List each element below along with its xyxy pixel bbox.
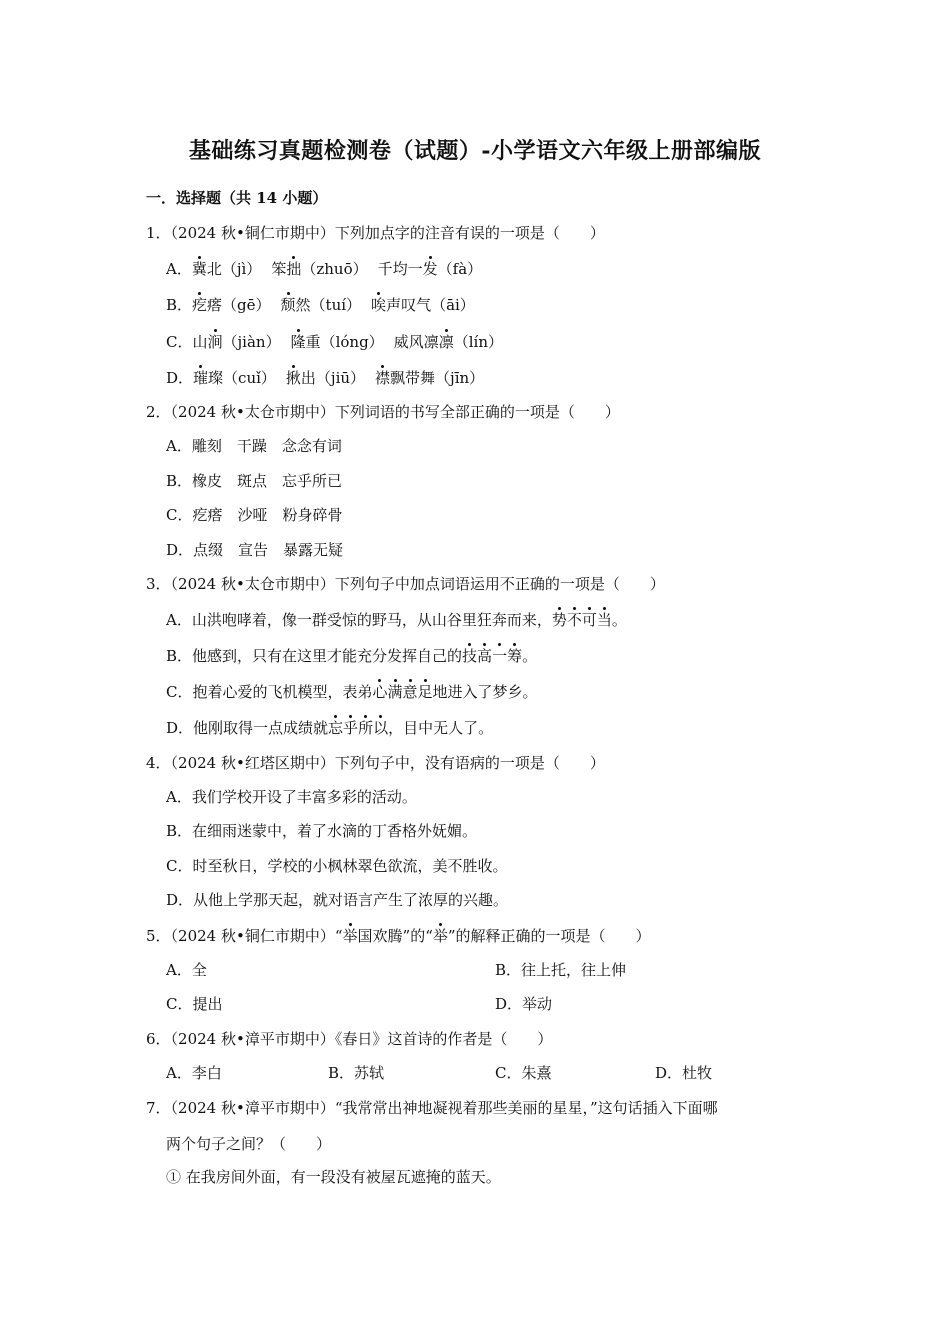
- question-4-option-a[interactable]: A．我们学校开设了丰富多彩的活动。: [166, 788, 417, 806]
- emphasis-char: 乎: [343, 719, 359, 737]
- emphasis-char: 势: [551, 611, 567, 629]
- question-1-option-d[interactable]: D．璀璨（cuǐ） 揪出（jiū） 襟飘带舞（jīn）: [166, 369, 485, 387]
- emphasis-char: 冀: [191, 260, 207, 278]
- emphasis-char: 以: [373, 719, 389, 737]
- question-4-option-d[interactable]: D．从他上学那天起，就对语言产生了浓厚的兴趣。: [166, 891, 509, 909]
- emphasis-phrase: [328, 719, 388, 737]
- emphasis-phrase: [372, 683, 432, 701]
- question-6-option-b[interactable]: B．苏轼: [328, 1064, 385, 1082]
- question-4-option-c[interactable]: C．时至秋日，学校的小枫林翠色欲流，美不胜收。: [166, 857, 508, 875]
- question-5-option-c[interactable]: C．提出: [166, 995, 223, 1013]
- emphasis-char: 唉: [371, 296, 387, 314]
- question-1-stem: 1．（2024 秋•铜仁市期中）下列加点字的注音有误的一项是（ ）: [146, 224, 605, 242]
- question-2-option-d[interactable]: D．点缀 宣告 暴露无疑: [166, 541, 344, 559]
- question-3-option-a[interactable]: A．山洪咆哮着，像一群受惊的野马，从山谷里狂奔而来，势不可当。: [166, 611, 627, 629]
- question-6-stem: 6．（2024 秋•漳平市期中）《春日》这首诗的作者是（ ）: [146, 1030, 553, 1048]
- emphasis-char: 当: [596, 611, 612, 629]
- question-1-option-a[interactable]: A．冀北（jì） 笨拙（zhuō） 千均一发（fà）: [166, 260, 483, 278]
- question-6-option-a[interactable]: A．李白: [166, 1064, 222, 1082]
- question-1-option-c[interactable]: C．山涧（jiàn） 隆重（lóng） 威风凛凛（lín）: [166, 333, 503, 351]
- question-6-option-c[interactable]: C．朱熹: [495, 1064, 552, 1082]
- emphasis-char: 举: [432, 927, 448, 945]
- emphasis-char: 心: [372, 683, 388, 701]
- question-5-option-b[interactable]: B．往上托，往上伸: [495, 961, 627, 979]
- question-5-option-a[interactable]: A．全: [166, 961, 207, 979]
- emphasis-char: 疙: [192, 296, 208, 314]
- question-4-stem: 4．（2024 秋•红塔区期中）下列句子中，没有语病的一项是（ ）: [146, 754, 605, 772]
- question-7-stem: 7．（2024 秋•漳平市期中）“我常常出神地凝视着那些美丽的星星，”这句话插入下面哪: [146, 1099, 718, 1117]
- emphasis-char: 可: [581, 611, 597, 629]
- section-heading: 一．选择题（共 14 小题）: [146, 189, 328, 207]
- emphasis-char: 忘: [328, 719, 344, 737]
- question-2-stem: 2．（2024 秋•太仓市期中）下列词语的书写全部正确的一项是（ ）: [146, 403, 620, 421]
- emphasis-char: 璀: [193, 369, 209, 387]
- emphasis-char: 涧: [207, 333, 223, 351]
- question-1-option-b[interactable]: B．疙瘩（gē） 颓然（tuí） 唉声叹气（āi）: [166, 296, 475, 314]
- question-3-option-d[interactable]: D．他刚取得一点成绩就忘乎所以，目中无人了。: [166, 719, 494, 737]
- question-7-stem-continued: 两个句子之间？（ ）: [166, 1135, 332, 1153]
- emphasis-char: 拙: [286, 260, 302, 278]
- question-3-option-c[interactable]: C．抱着心爱的飞机模型，表弟心满意足地进入了梦乡。: [166, 683, 538, 701]
- page-title: 基础练习真题检测卷（试题）-小学语文六年级上册部编版: [188, 138, 762, 164]
- emphasis-char: 隆: [290, 333, 306, 351]
- emphasis-char: 所: [358, 719, 374, 737]
- emphasis-char: 一: [492, 647, 508, 665]
- emphasis-char: 襟: [375, 369, 391, 387]
- emphasis-char: 颓: [280, 296, 296, 314]
- emphasis-char: 发: [422, 260, 438, 278]
- emphasis-char: 不: [566, 611, 582, 629]
- question-3-option-b[interactable]: B．他感到，只有在这里才能充分发挥自己的技高一筹。: [166, 647, 538, 665]
- emphasis-char: 筹: [507, 647, 523, 665]
- question-6-option-d[interactable]: D．杜牧: [655, 1064, 713, 1082]
- emphasis-char: 足: [417, 683, 433, 701]
- question-7-item-1: ① 在我房间外面，有一段没有被屋瓦遮掩的蓝天。: [166, 1168, 501, 1186]
- question-2-option-c[interactable]: C．疙瘩 沙哑 粉身碎骨: [166, 506, 343, 524]
- question-5-option-d[interactable]: D．举动: [495, 995, 553, 1013]
- question-4-option-b[interactable]: B．在细雨迷蒙中，着了水滴的丁香格外妩媚。: [166, 822, 478, 840]
- emphasis-phrase: [552, 611, 612, 629]
- emphasis-char: 凛: [438, 333, 454, 351]
- question-2-option-b[interactable]: B．橡皮 斑点 忘乎所已: [166, 472, 343, 490]
- emphasis-char: 意: [402, 683, 418, 701]
- emphasis-phrase: [462, 647, 522, 665]
- question-3-stem: 3．（2024 秋•太仓市期中）下列句子中加点词语运用不正确的一项是（ ）: [146, 575, 665, 593]
- emphasis-char: 高: [477, 647, 493, 665]
- emphasis-char: 举: [342, 927, 358, 945]
- emphasis-char: 揪: [285, 369, 301, 387]
- emphasis-char: 满: [387, 683, 403, 701]
- emphasis-char: 技: [462, 647, 478, 665]
- question-2-option-a[interactable]: A．雕刻 干躁 念念有词: [166, 437, 342, 455]
- question-5-stem: 5．（2024 秋•铜仁市期中）“举国欢腾”的“举”的解释正确的一项是（ ）: [146, 927, 651, 945]
